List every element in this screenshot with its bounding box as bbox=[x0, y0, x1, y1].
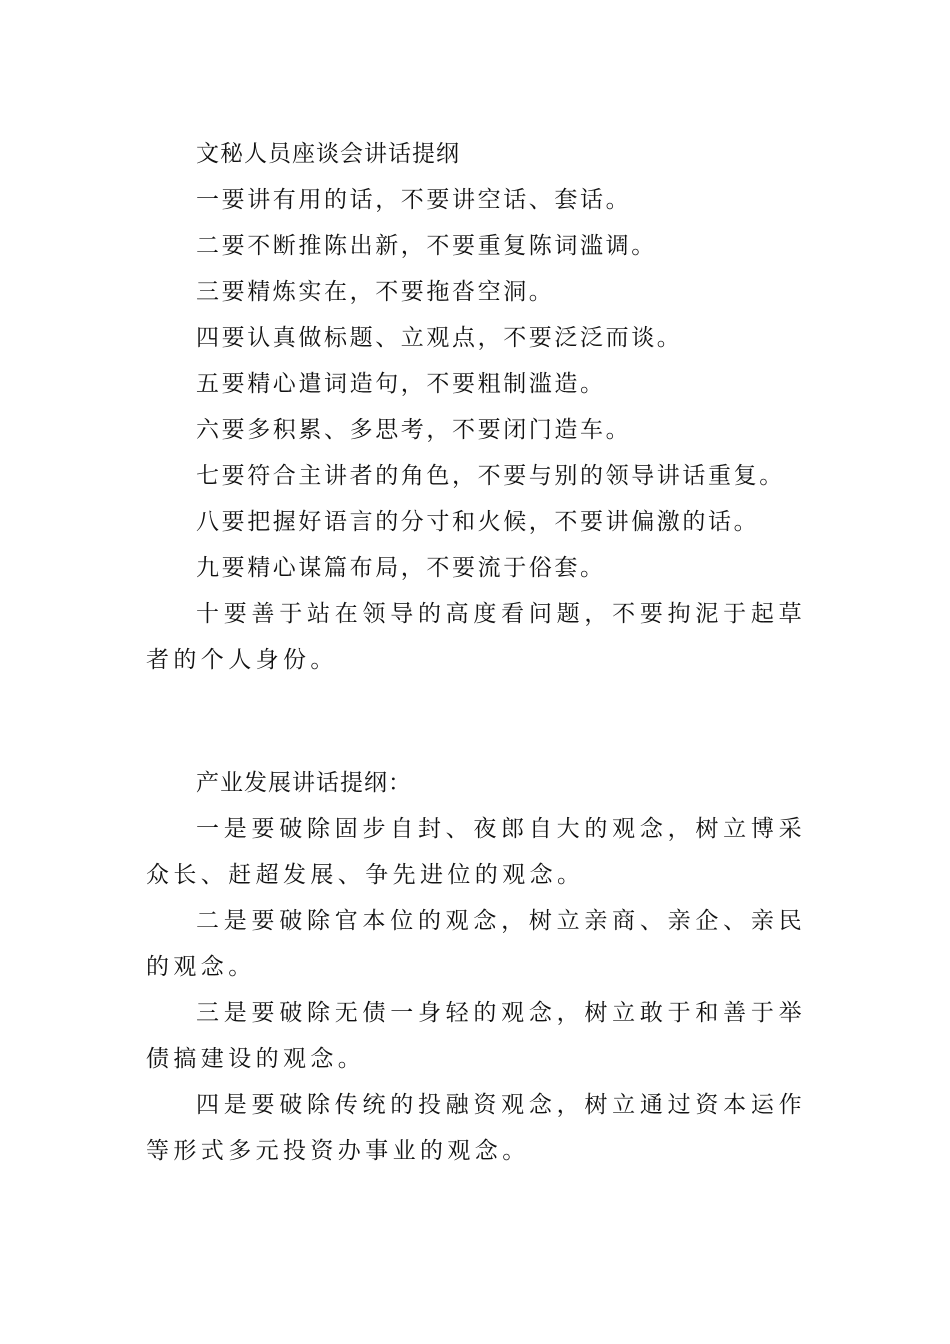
list-item: 七要符合主讲者的角色，不要与别的领导讲话重复。 bbox=[196, 463, 785, 489]
list-item: 八要把握好语言的分寸和火候，不要讲偏激的话。 bbox=[196, 509, 760, 535]
list-item: 一要讲有用的话，不要讲空话、套话。 bbox=[196, 187, 632, 213]
list-item: 四要认真做标题、立观点，不要泛泛而谈。 bbox=[196, 325, 683, 351]
list-item: 四是要破除传统的投融资观念，树立通过资本运作等形式多元投资办事业的观念。 bbox=[146, 1092, 806, 1164]
list-item: 十要善于站在领导的高度看问题，不要拘泥于起草者的个人身份。 bbox=[146, 601, 806, 673]
list-item: 一是要破除固步自封、夜郎自大的观念，树立博采众长、赶超发展、争先进位的观念。 bbox=[146, 816, 806, 888]
list-item: 六要多积累、多思考，不要闭门造车。 bbox=[196, 417, 632, 443]
document-body bbox=[146, 131, 806, 1174]
list-item: 五要精心遣词造句，不要粗制滥造。 bbox=[196, 371, 606, 397]
list-item: 九要精心谋篇布局，不要流于俗套。 bbox=[196, 555, 606, 581]
list-item: 三要精炼实在，不要拖沓空洞。 bbox=[196, 279, 555, 305]
list-item: 二要不断推陈出新，不要重复陈词滥调。 bbox=[196, 233, 657, 259]
section-title-industry-speech: 产业发展讲话提纲： bbox=[196, 770, 412, 796]
section-title-secretary-speech: 文秘人员座谈会讲话提纲 bbox=[196, 141, 460, 167]
list-item: 二是要破除官本位的观念，树立亲商、亲企、亲民的观念。 bbox=[146, 908, 806, 980]
list-item: 三是要破除无债一身轻的观念，树立敢于和善于举债搞建设的观念。 bbox=[146, 1000, 806, 1072]
section-spacer bbox=[146, 683, 806, 760]
